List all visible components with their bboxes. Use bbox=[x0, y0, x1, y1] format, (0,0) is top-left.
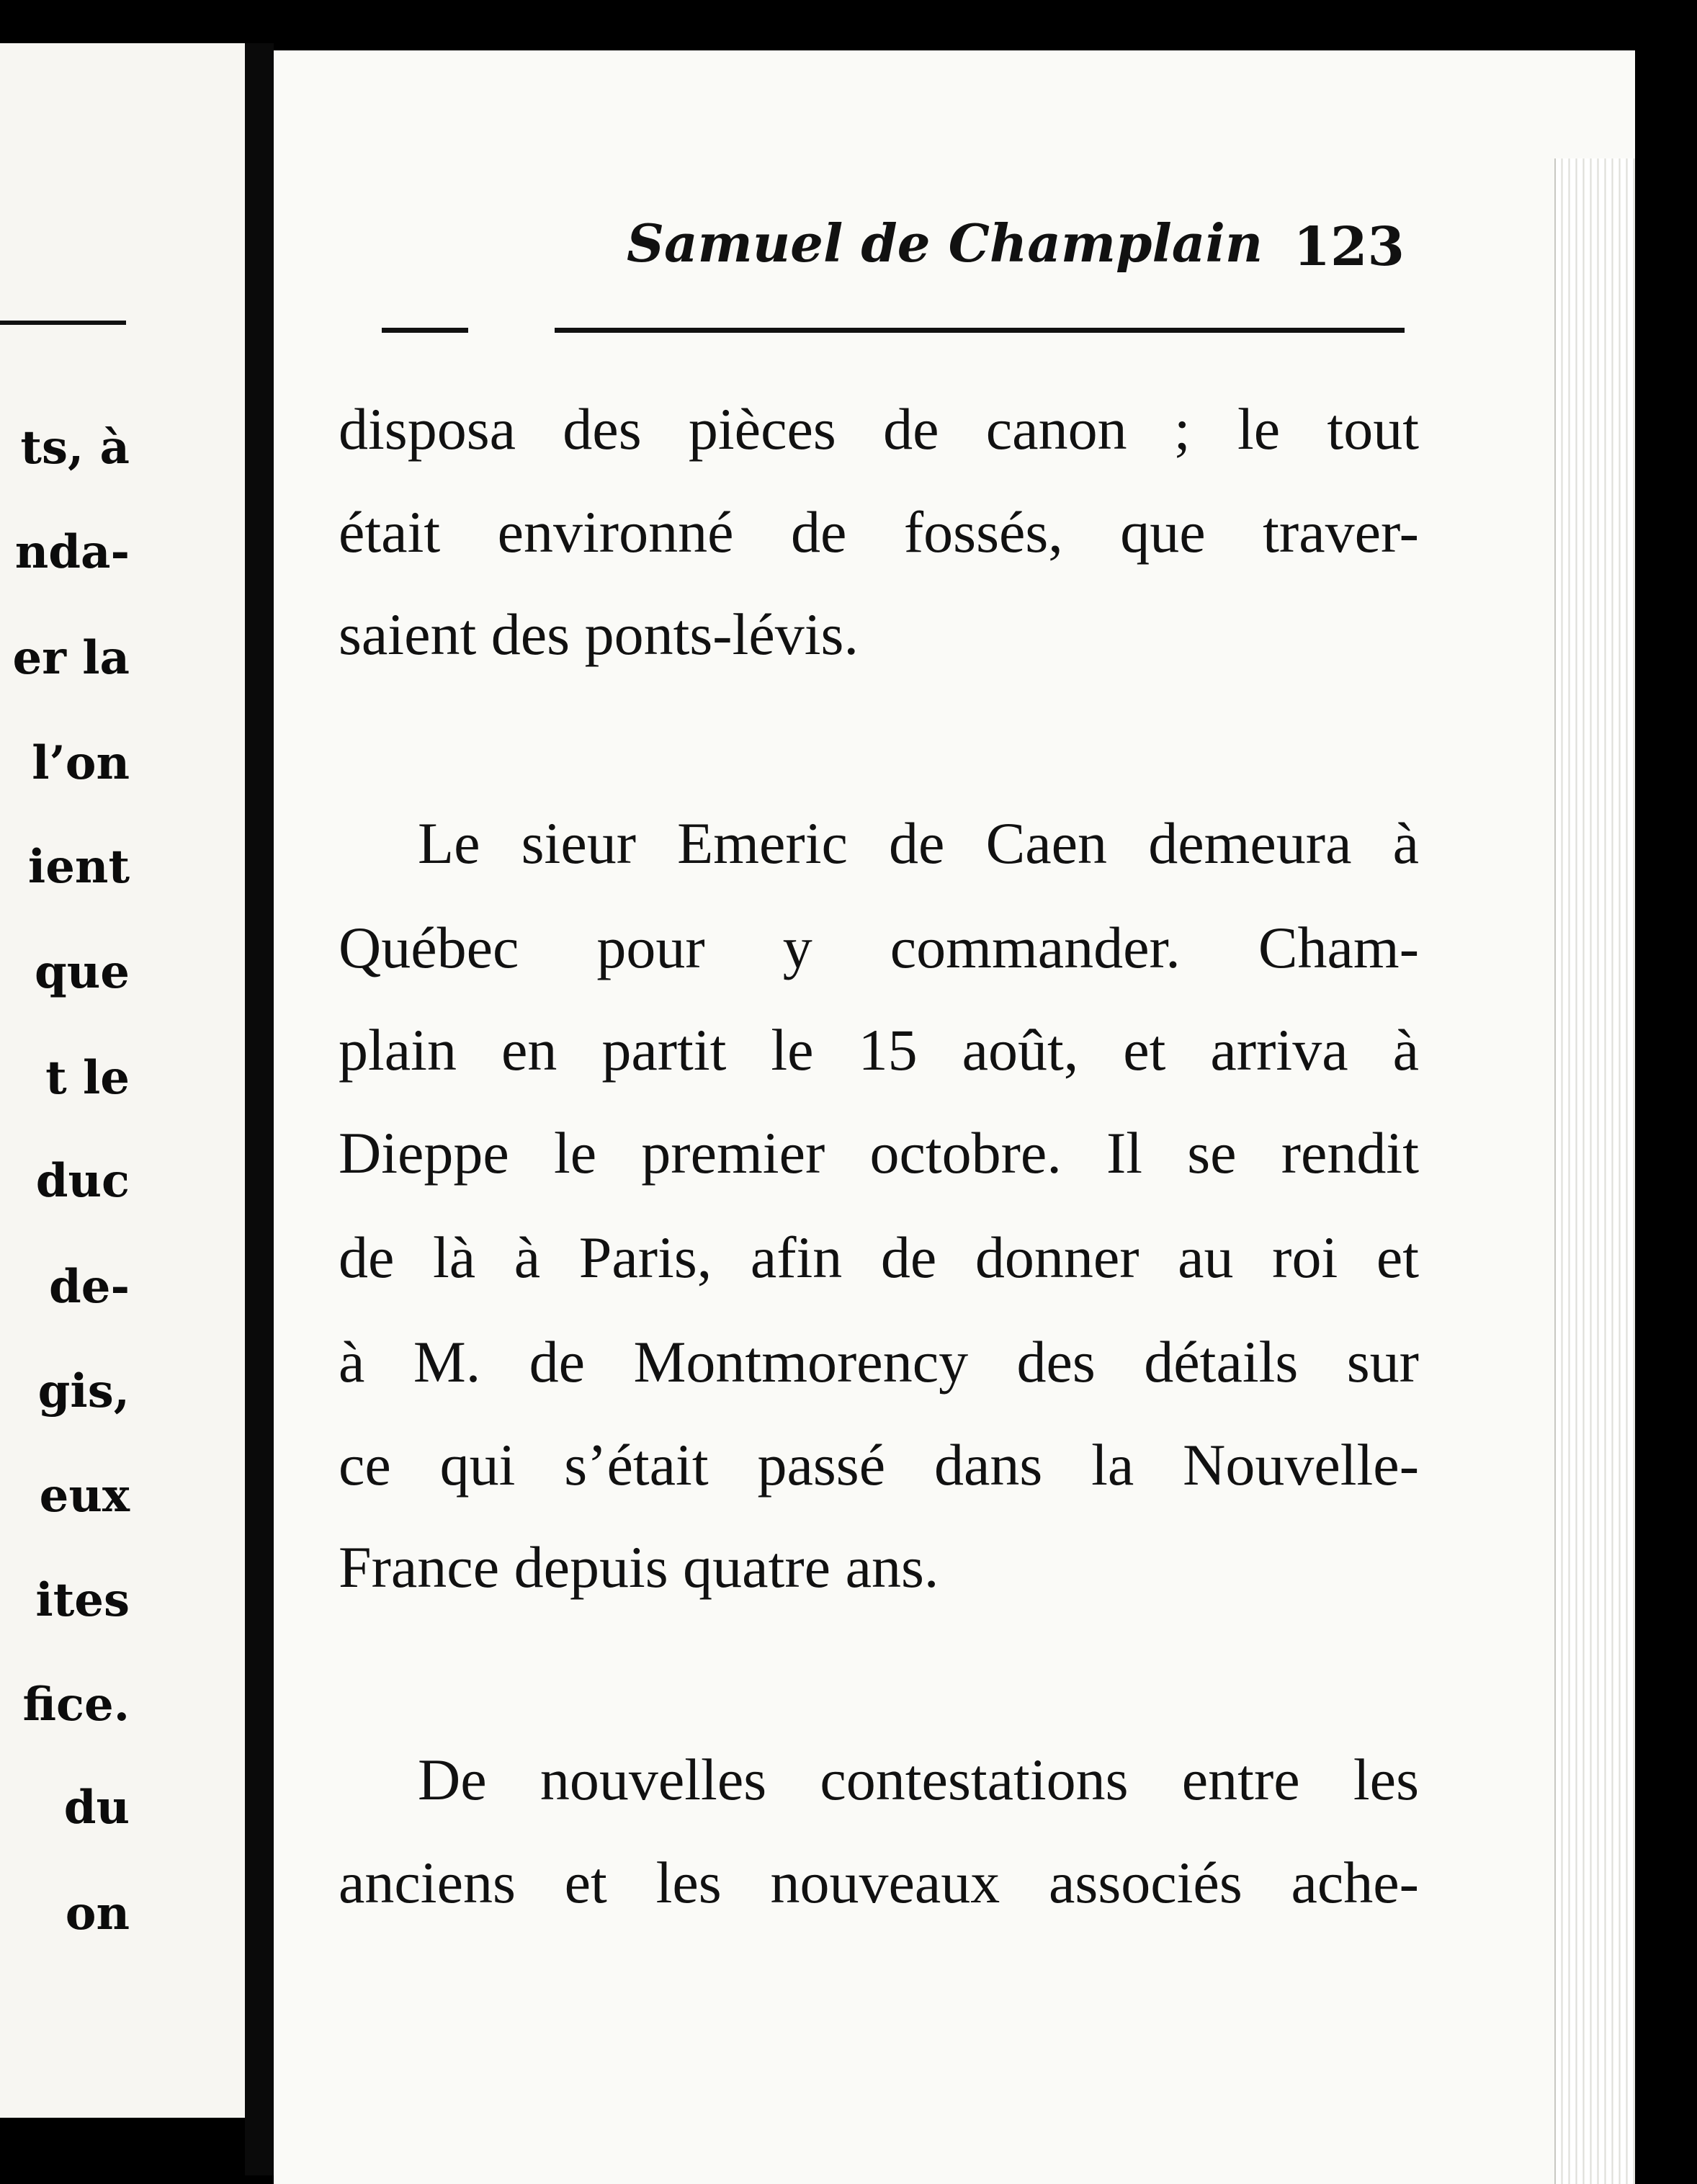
left-page-line: er la bbox=[12, 631, 130, 685]
running-title: Samuel de Champlain bbox=[627, 212, 1263, 274]
left-page-line: que bbox=[35, 945, 130, 999]
left-page-line: ites bbox=[35, 1573, 130, 1627]
left-page-line: fice. bbox=[22, 1678, 130, 1732]
text-line: anciens et les nouveaux associés ache- bbox=[339, 1850, 1419, 1915]
text-line: Dieppe le premier octobre. Il se rendit bbox=[339, 1120, 1419, 1186]
page-edges bbox=[1554, 158, 1635, 2184]
left-page-header-rule bbox=[0, 321, 126, 325]
book-gutter bbox=[245, 43, 274, 2175]
text-line: de là à Paris, afin de donner au roi et bbox=[339, 1225, 1419, 1290]
left-page-line: t le bbox=[45, 1051, 130, 1105]
text-line: ce qui s’était passé dans la Nouvelle- bbox=[339, 1432, 1419, 1498]
running-head bbox=[353, 173, 1426, 281]
left-page-line: l’on bbox=[32, 736, 130, 790]
text-line: Québec pour y commander. Cham- bbox=[339, 915, 1419, 980]
left-page-line: du bbox=[63, 1781, 130, 1835]
header-rule-gap bbox=[468, 328, 555, 333]
left-page-line: eux bbox=[39, 1469, 130, 1523]
text-line: France depuis quatre ans. bbox=[339, 1534, 939, 1600]
text-line: à M. de Montmorency des détails sur bbox=[339, 1329, 1419, 1395]
left-page-line: nda- bbox=[14, 525, 130, 579]
left-page-line: ient bbox=[27, 840, 130, 894]
text-line: était environné de fossés, que traver- bbox=[339, 499, 1419, 565]
text-line: saient des ponts-lévis. bbox=[339, 601, 859, 667]
left-page-line: duc bbox=[35, 1154, 130, 1208]
left-page-line: de- bbox=[48, 1260, 130, 1314]
text-line: Le sieur Emeric de Caen demeura à bbox=[418, 810, 1419, 876]
left-page-line: on bbox=[65, 1887, 130, 1941]
left-page bbox=[0, 43, 249, 2118]
left-page-line: gis, bbox=[37, 1364, 130, 1418]
text-line: disposa des pièces de canon ; le tout bbox=[339, 396, 1419, 462]
text-line: De nouvelles contestations entre les bbox=[418, 1747, 1419, 1812]
page-number: 123 bbox=[1293, 216, 1405, 278]
left-page-line: ts, à bbox=[20, 421, 130, 475]
text-line: plain en partit le 15 août, et arriva à bbox=[339, 1017, 1419, 1083]
